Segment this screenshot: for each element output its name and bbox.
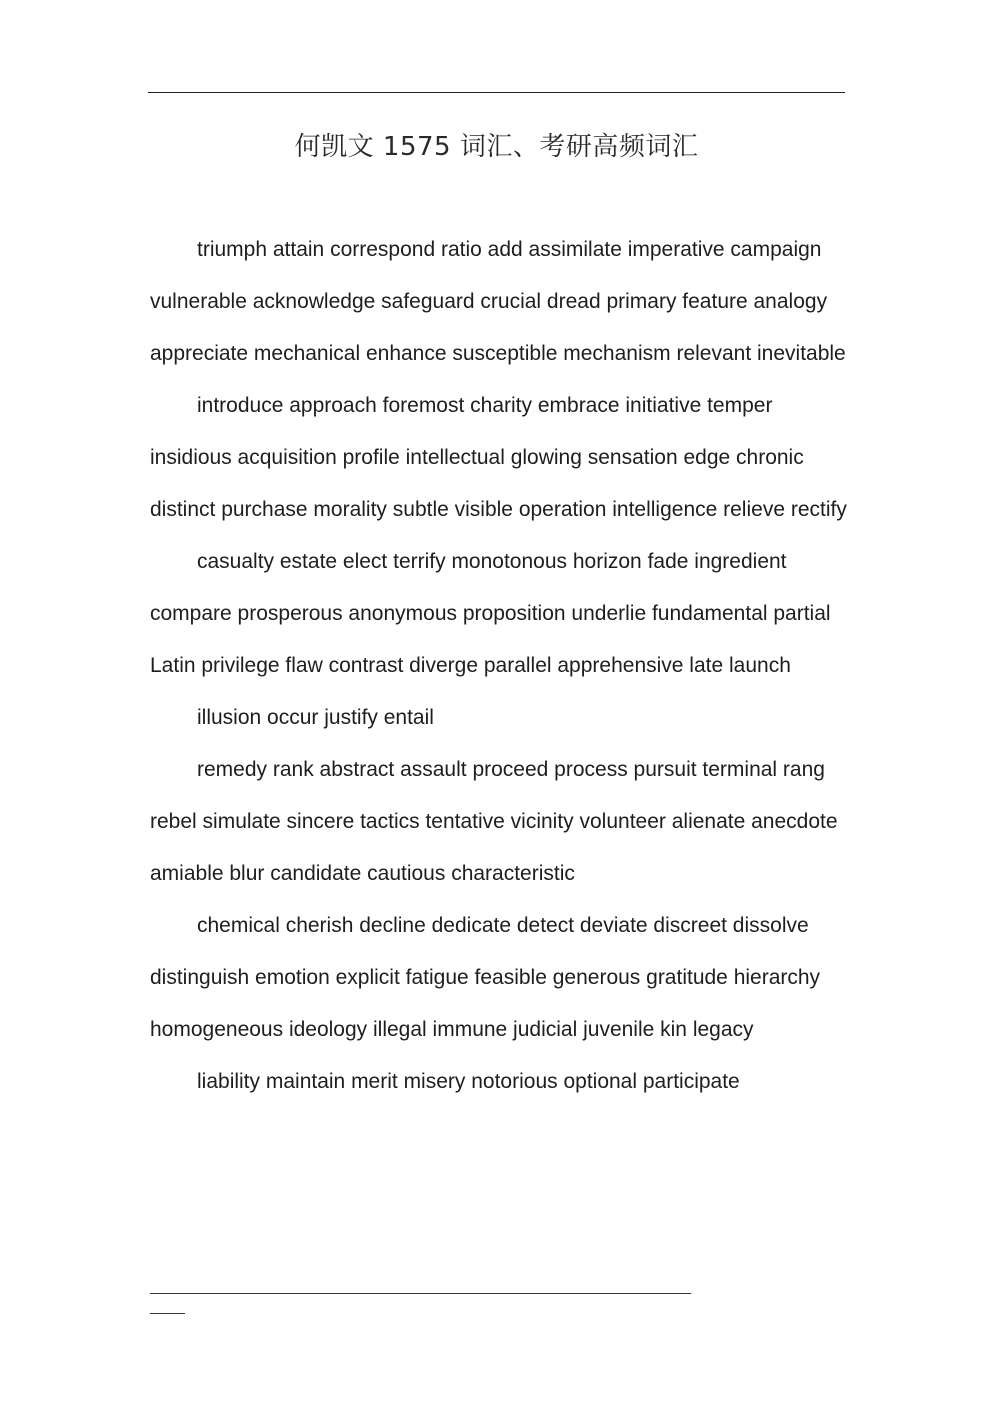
paragraph-6: chemical cherish decline dedicate detect deviate discreet dissolve distinguish emotion explicit fatigue feasible generous gratitude hierarchy homogeneous ideology illegal immune judicial juvenile kin legacy [150,914,821,1041]
document-title: 何凯文 1575 词汇、考研高频词汇 [294,132,699,162]
paragraph-3: casualty estate elect terrify monotonous horizon fade ingredient compare prosperous anonymous proposition underlie fundamental partial Latin privilege flaw contrast diverge parallel apprehensive late launch [150,550,831,677]
document-body [150,224,850,1108]
paragraph-2: introduce approach foremost charity embrace initiative temper insidious acquisition profile intellectual glowing sensation edge chronic distinct purchase morality subtle visible operation intelligence relieve rectify [150,394,847,521]
paragraph-1: triumph attain correspond ratio add assimilate imperative campaign vulnerable acknowledge safeguard crucial dread primary feature analogy appreciate mechanical enhance susceptible mechanism relevant inevitable [150,238,846,365]
footer-underscore-line-end: ___ [150,1296,185,1319]
paragraph-5: remedy rank abstract assault proceed process pursuit terminal rang rebel simulate sincere tactics tentative vicinity volunteer alienate anecdote amiable blur candidate cautious characteristic [150,758,838,885]
paragraph-4: illusion occur justify entail [197,706,434,729]
footer-underscore-line: _______________________________________________ [150,1278,691,1298]
paragraph-7: liability maintain merit misery notorious optional participate [197,1070,740,1093]
header-rule [148,92,845,93]
